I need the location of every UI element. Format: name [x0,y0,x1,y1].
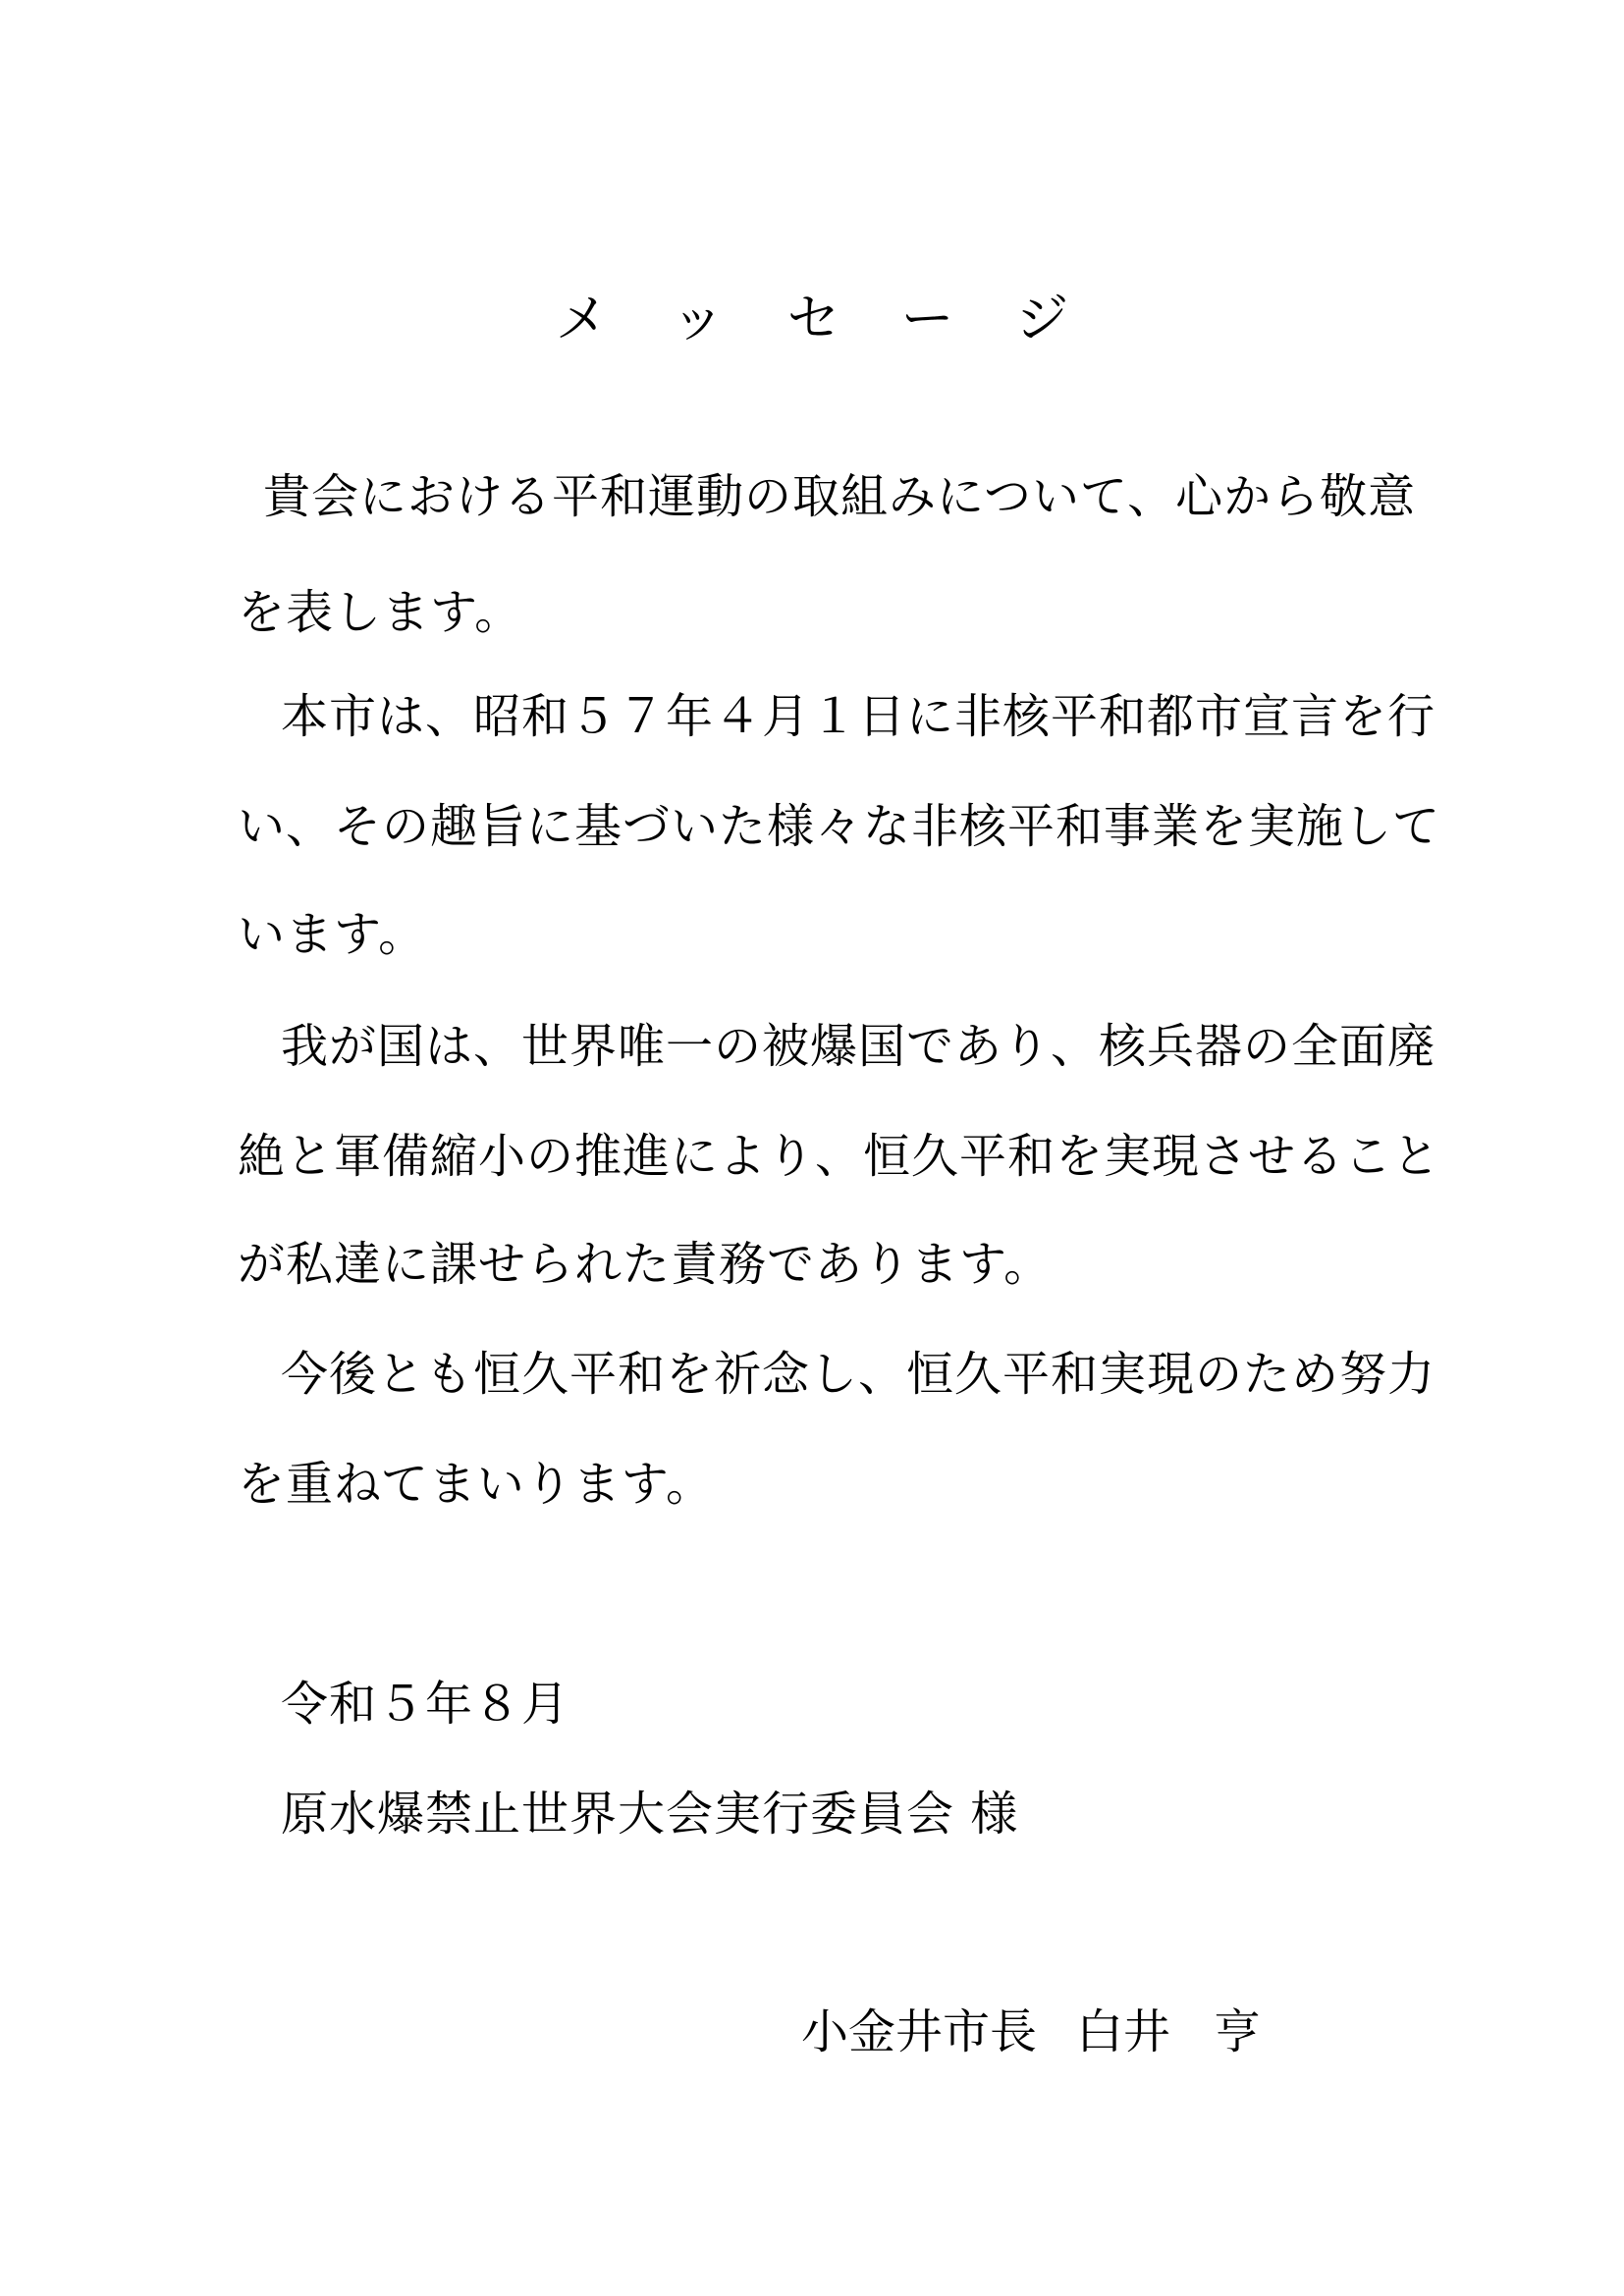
body-line: い、その趣旨に基づいた様々な非核平和事業を実施して [238,799,1441,854]
body-line: 今後とも恒久平和を祈念し、恒久平和実現のため努力 [281,1347,1436,1402]
document-date: 令和５年８月 [281,1677,570,1732]
document-title: メッセージ [555,288,1132,349]
addressee: 原水爆禁止世界大会実行委員会 様 [281,1787,1019,1842]
body-line: 貴会における平和運動の取組みについて、心から敬意 [263,469,1417,524]
body-line: 本市は、昭和５７年４月１日に非核平和都市宣言を行 [281,689,1436,744]
signature-given-name: 亨 [1214,2004,1262,2059]
signature-title: 小金井市長 [801,2004,1038,2059]
body-line: 絶と軍備縮小の推進により、恒久平和を実現させること [238,1129,1441,1184]
body-line: を表します。 [238,585,523,640]
body-line: が私達に課せられた責務であります。 [238,1237,1053,1292]
body-line: を重ねてまいります。 [238,1457,714,1512]
body-line: 我が国は、世界唯一の被爆国であり、核兵器の全面廃 [281,1019,1436,1074]
body-line: います。 [238,907,427,962]
signature [801,2002,1261,2061]
signature-surname: 白井 [1076,2004,1171,2059]
